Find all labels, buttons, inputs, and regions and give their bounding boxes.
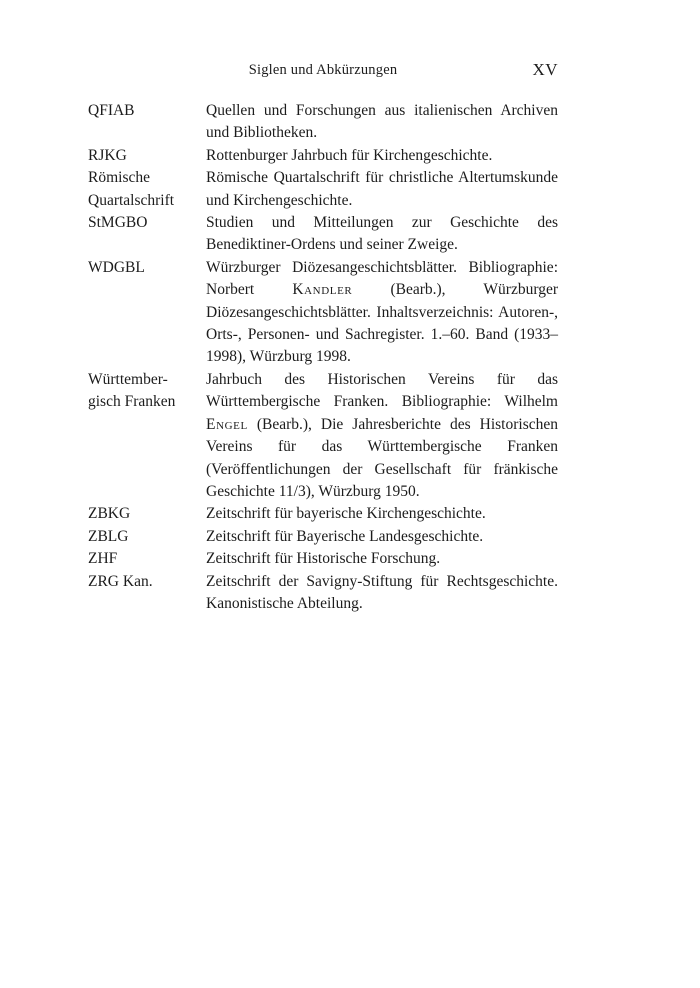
abbreviation-term: RJKG: [88, 146, 127, 164]
definition-text: Zeitschrift für Bayerische Landesgeschichte.: [206, 527, 484, 545]
running-head: [88, 62, 558, 82]
abbreviation-term: ZBLG: [88, 527, 129, 545]
abbreviation-definition: [206, 257, 558, 369]
author-name: Engel: [206, 415, 248, 433]
abbreviation-term: ZBKG: [88, 505, 131, 523]
abbreviation-term: Römische Quartalschrift: [88, 169, 175, 209]
definition-text: Quellen und Forschungen aus italienischen Archiven und Bibliotheken.: [206, 102, 558, 142]
definition-text: Würzburger Diözesangeschichtsblätter. Bibliographie: Norbert: [206, 258, 558, 299]
abbreviation-entry: [88, 167, 558, 212]
abbreviation-term: StMGBO: [88, 214, 148, 232]
definition-text: (Bearb.), Die Jahresberichte des Historischen Vereins für das Württembergische Franken (Veröffentlichungen der Gesellschaft für fränkische Geschichte 11/3), Würzburg 1950.: [206, 415, 558, 500]
abbreviation-term: ZHF: [88, 550, 118, 568]
definition-text: Zeitschrift für bayerische Kirchengeschichte.: [206, 505, 486, 523]
abbreviation-definition: [206, 167, 558, 212]
abbreviation-entry: [88, 100, 558, 145]
abbreviation-entry: [88, 369, 558, 503]
page-number: XV: [532, 60, 558, 79]
abbreviation-definition: [206, 571, 558, 616]
abbreviation-definition: [206, 526, 558, 548]
abbreviation-entry: [88, 503, 558, 525]
abbreviation-term: ZRG Kan.: [88, 572, 153, 590]
definition-text: (Bearb.), Würzburger Diözesangeschichtsblätter. Inhaltsverzeichnis: Autoren-, Orts-, Personen- und Sachregister. 1.–60. Band (1933–1998), Würzburg 1998.: [206, 281, 558, 366]
definition-text: Zeitschrift der Savigny-Stiftung für Rechtsgeschichte. Kanonistische Abteilung.: [206, 572, 558, 612]
abbreviation-entry: [88, 571, 558, 616]
abbreviation-definition: [206, 212, 558, 257]
running-title: Siglen und Abkürzungen: [248, 62, 398, 78]
abbreviation-term: WDGBL: [88, 258, 145, 276]
abbreviation-list: [88, 100, 558, 615]
abbreviation-entry: [88, 548, 558, 570]
definition-text: Zeitschrift für Historische Forschung.: [206, 550, 441, 568]
abbreviation-definition: [206, 100, 558, 145]
abbreviation-definition: [206, 503, 558, 525]
abbreviation-term: Württember- gisch Franken: [88, 370, 176, 411]
abbreviation-definition: [206, 145, 558, 167]
abbreviation-entry: [88, 257, 558, 369]
abbreviation-definition: [206, 369, 558, 503]
author-name: Kandler: [292, 281, 353, 299]
definition-text: Studien und Mitteilungen zur Geschichte des Benediktiner-Ordens und seiner Zweige.: [206, 214, 558, 254]
definition-text: Jahrbuch des Historischen Vereins für das Württembergische Franken. Bibliographie: Wilhelm: [206, 370, 558, 411]
definition-text: Rottenburger Jahrbuch für Kirchengeschichte.: [206, 146, 493, 164]
abbreviation-definition: [206, 548, 558, 570]
abbreviation-entry: [88, 145, 558, 167]
abbreviation-term: QFIAB: [88, 102, 135, 119]
abbreviation-entry: [88, 526, 558, 548]
abbreviation-entry: [88, 212, 558, 257]
definition-text: Römische Quartalschrift für christliche Altertumskunde und Kirchengeschichte.: [206, 169, 558, 209]
